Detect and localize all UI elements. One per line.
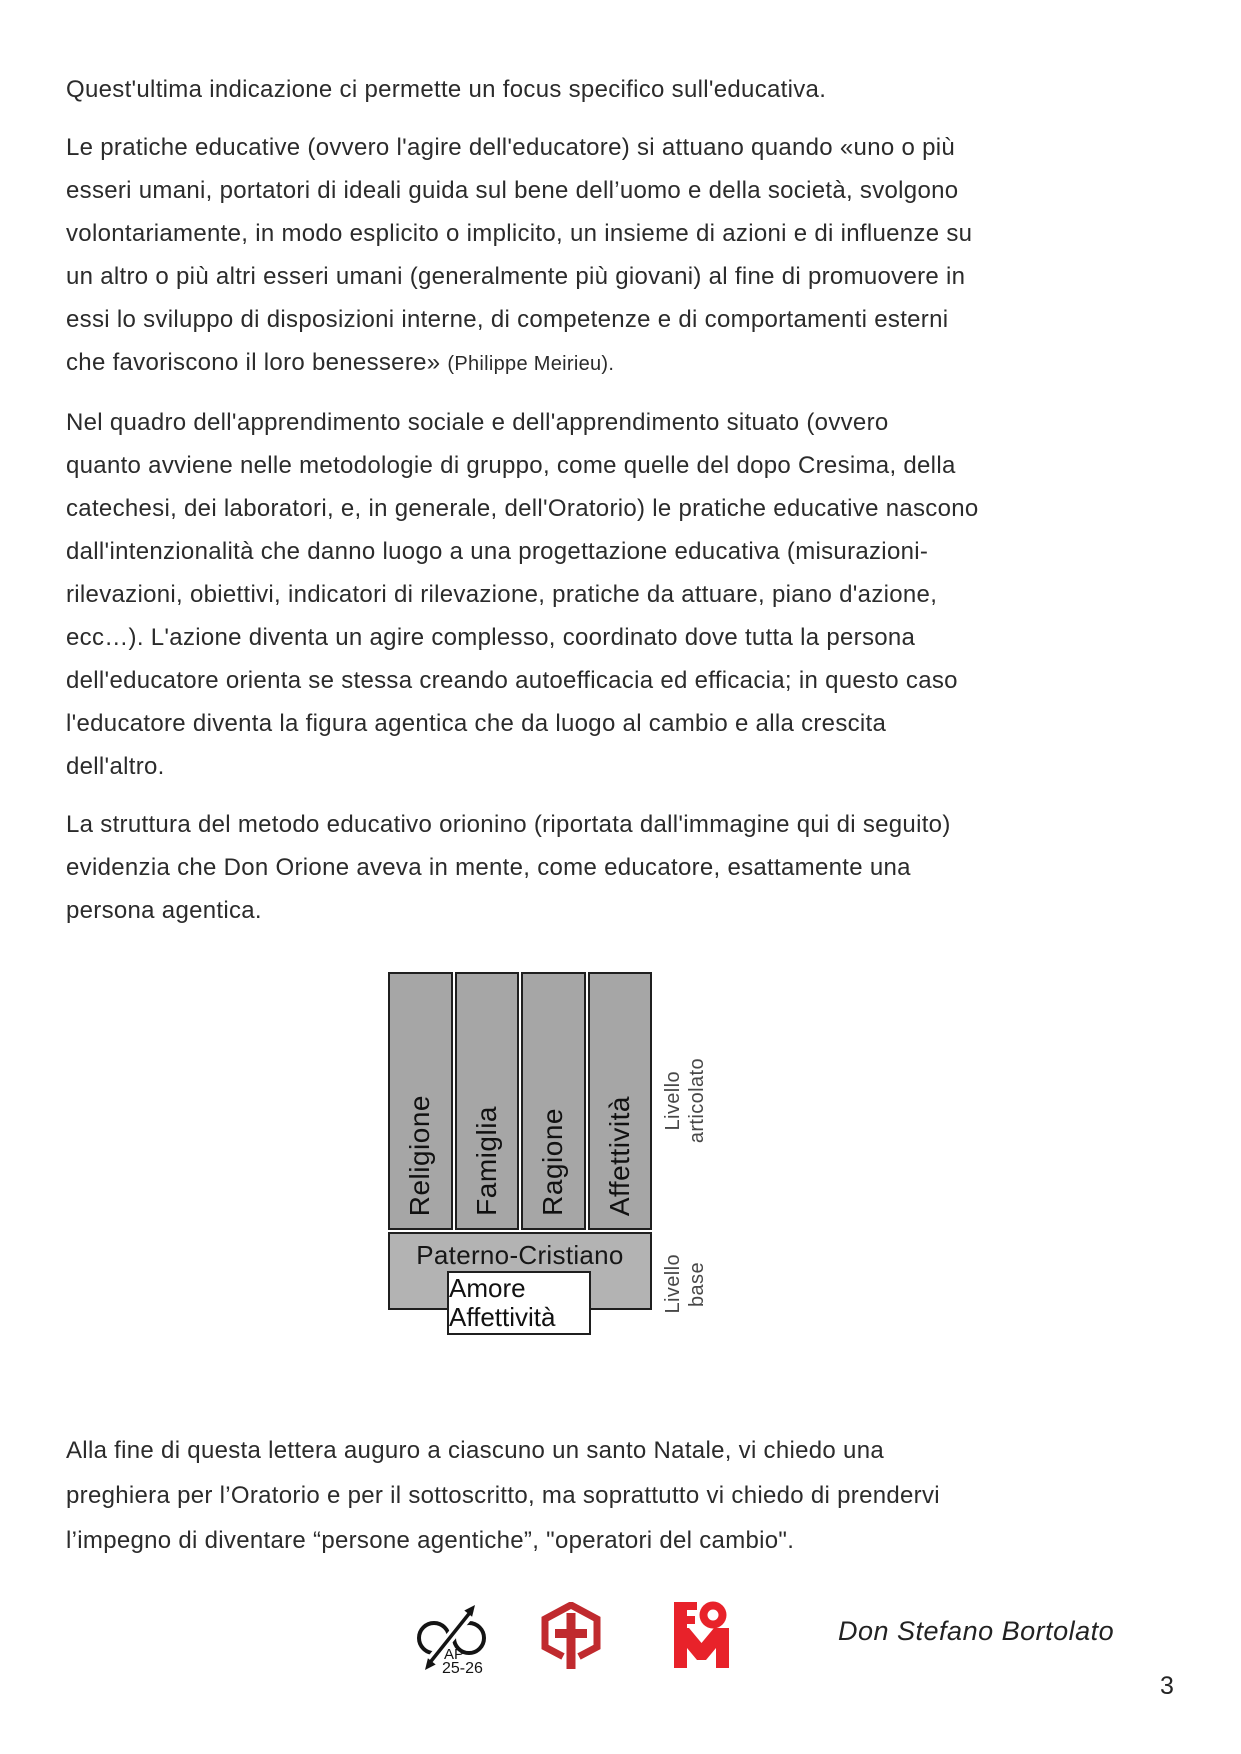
text-line: esseri umani, portatori di ideali guida sul bene dell’uomo e della società, svolgono bbox=[66, 177, 959, 204]
side-label-line: Livello bbox=[662, 1254, 684, 1314]
text-line: Nel quadro dell'apprendimento sociale e dell'apprendimento situato (ovvero bbox=[66, 409, 889, 436]
paragraph-pratiche-educative bbox=[66, 126, 1176, 386]
side-label-line: base bbox=[686, 1261, 708, 1307]
text-line: Le pratiche educative (ovvero l'agire dell'educatore) si attuano quando «uno o più bbox=[66, 134, 956, 161]
text-line: dell'educatore orienta se stessa creando autoefficacia ed efficacia; in questo caso bbox=[66, 667, 958, 694]
diagram-column-ragione bbox=[521, 972, 586, 1230]
f-mid-bar bbox=[674, 1616, 695, 1624]
fom-logo bbox=[672, 1600, 731, 1669]
diagram-column-religione bbox=[388, 972, 453, 1230]
diagram-columns bbox=[388, 972, 652, 1230]
core-box-line: Affettività bbox=[449, 1302, 556, 1332]
quote-end: che favoriscono il loro benessere» bbox=[66, 349, 448, 376]
closing-paragraph bbox=[66, 1428, 1176, 1563]
text-line: essi lo sviluppo di disposizioni interne, di competenze e di comportamenti esterni bbox=[66, 306, 949, 333]
side-label-livello-articolato bbox=[662, 1030, 709, 1172]
text-line: evidenzia che Don Orione aveva in mente, come educatore, esattamente una bbox=[66, 854, 911, 881]
text-line: l'educatore diventa la figura agentica che da luogo al cambio e alla crescita bbox=[66, 710, 887, 737]
text-line: catechesi, dei laboratori, e, in generale, dell'Oratorio) le pratiche educative nascono bbox=[66, 495, 979, 522]
text-line: persona agentica. bbox=[66, 897, 262, 924]
text-line bbox=[66, 341, 1176, 386]
column-label: Ragione bbox=[537, 1108, 569, 1216]
diagram-column-affettivita bbox=[588, 972, 653, 1230]
f-top-bar bbox=[674, 1602, 697, 1610]
ap-label: AP bbox=[444, 1646, 465, 1663]
text-line: l’impegno di diventare “persone agentiche”, "operatori del cambio". bbox=[66, 1527, 795, 1554]
orione-method-diagram bbox=[388, 972, 728, 1342]
text-line: ecc…). L'azione diventa un agire complesso, coordinato dove tutta la persona bbox=[66, 624, 916, 651]
text-line: rilevazioni, obiettivi, indicatori di rilevazione, pratiche da attuare, piano d'azione, bbox=[66, 581, 938, 608]
page-number: 3 bbox=[1160, 1672, 1174, 1700]
signature: Don Stefano Bortolato bbox=[838, 1616, 1115, 1646]
core-box-line: Amore bbox=[449, 1273, 526, 1303]
orione-cross-logo bbox=[541, 1602, 601, 1670]
diagram-column-famiglia bbox=[455, 972, 520, 1230]
text-line: La struttura del metodo educativo orionino (riportata dall'immagine qui di seguito) bbox=[66, 811, 951, 838]
side-label-line: Livello bbox=[662, 1071, 684, 1131]
paragraph-metodo-orionino bbox=[66, 803, 1176, 932]
side-label-livello-base bbox=[662, 1234, 709, 1334]
column-label: Affettività bbox=[603, 1095, 635, 1216]
base-band-label: Paterno-Cristiano bbox=[416, 1240, 624, 1270]
text-line: volontariamente, in modo esplicito o implicito, un insieme di azioni e di influenze su bbox=[66, 220, 973, 247]
text-line: Alla fine di questa lettera auguro a ciascuno un santo Natale, vi chiedo una bbox=[66, 1437, 884, 1464]
text-line: preghiera per l’Oratorio e per il sottoscritto, ma soprattutto vi chiedo di prendervi bbox=[66, 1482, 940, 1509]
side-label-line: articolato bbox=[686, 1058, 708, 1144]
cross-vertical-bar bbox=[567, 1613, 576, 1669]
text-line: Quest'ultima indicazione ci permette un focus specifico sull'educativa. bbox=[66, 76, 827, 103]
fom-letter-o bbox=[700, 1602, 727, 1629]
column-label: Religione bbox=[404, 1094, 436, 1216]
fom-letter-m bbox=[674, 1628, 729, 1668]
text-line: dall'intenzionalità che danno luogo a una progettazione educativa (misurazioni- bbox=[66, 538, 929, 565]
column-label: Famiglia bbox=[470, 1106, 502, 1216]
citation-author: (Philippe Meirieu). bbox=[447, 353, 615, 375]
fom-letter-f bbox=[674, 1602, 697, 1629]
text-line: un altro o più altri esseri umani (generalmente più giovani) al fine di promuovere in bbox=[66, 263, 966, 290]
ap-year-label: 25-26 bbox=[442, 1660, 483, 1675]
paragraph-apprendimento bbox=[66, 401, 1176, 788]
o-hole bbox=[708, 1610, 719, 1621]
paragraph-intro bbox=[66, 68, 1176, 111]
body-text bbox=[66, 68, 1176, 947]
cross-horizontal-bar bbox=[555, 1629, 587, 1638]
diagram-core-box bbox=[447, 1271, 591, 1335]
text-line: dell'altro. bbox=[66, 753, 165, 780]
text-line: quanto avviene nelle metodologie di gruppo, come quelle del dopo Cresima, della bbox=[66, 452, 956, 479]
ap-25-26-logo bbox=[414, 1601, 496, 1675]
